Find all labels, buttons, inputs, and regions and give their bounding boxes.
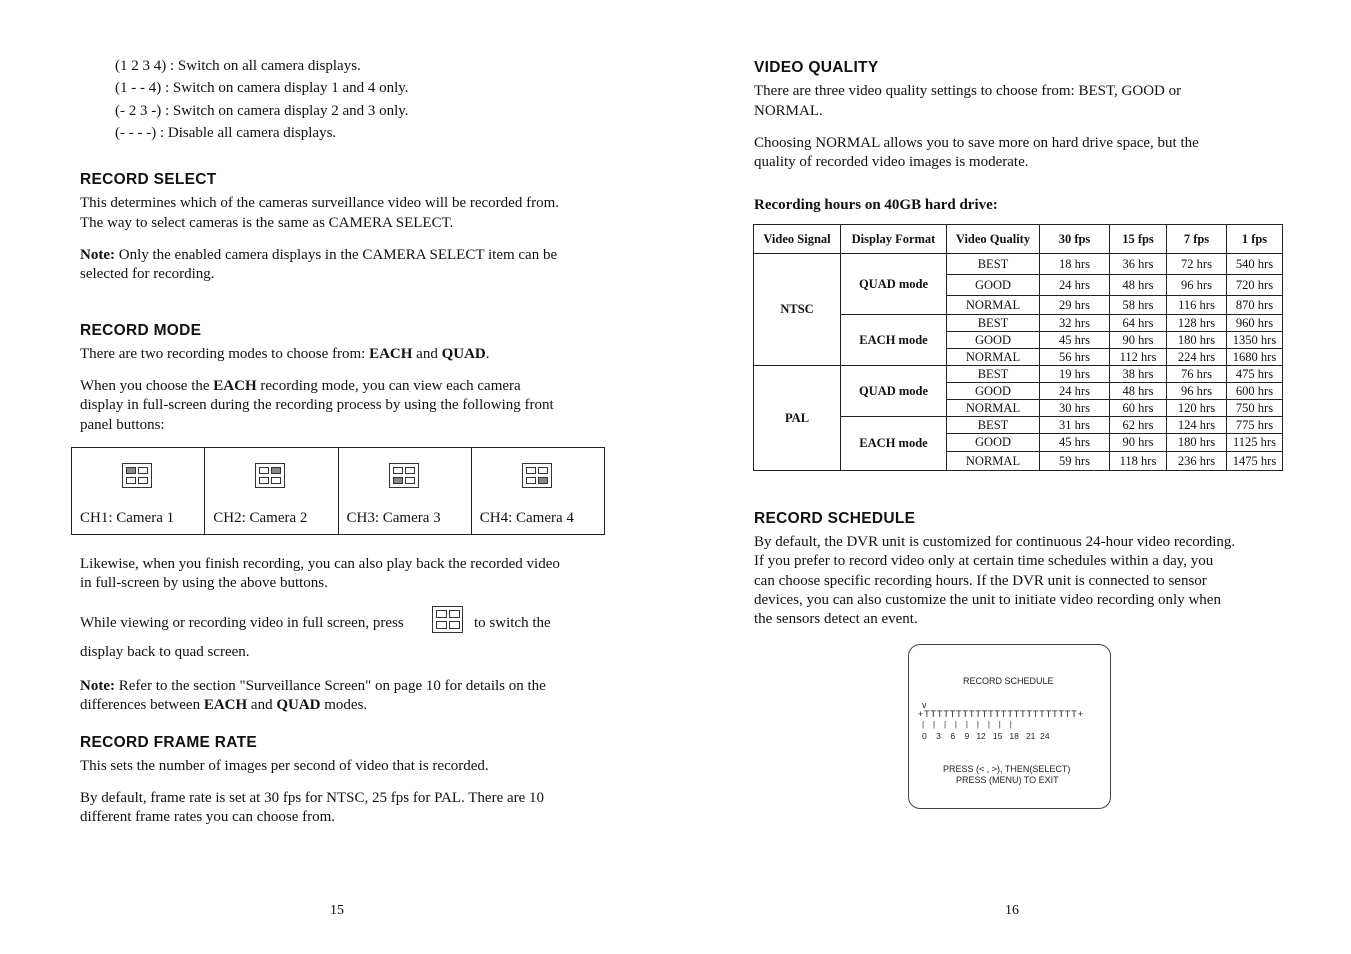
table-cell: 24 hrs (1040, 383, 1110, 400)
each-term: EACH (369, 346, 413, 362)
table-row (754, 254, 1283, 275)
signal-ntsc: NTSC (754, 254, 841, 366)
page-number-left: 15 (330, 903, 344, 918)
header-video-quality: Video Quality (947, 225, 1040, 254)
table-cell: 29 hrs (1040, 296, 1110, 315)
table-cell: 128 hrs (1167, 315, 1227, 332)
each-term: EACH (203, 697, 248, 713)
table-cell: 116 hrs (1167, 296, 1227, 315)
ch4-quad-icon (522, 463, 552, 488)
table-cell: 180 hrs (1167, 332, 1227, 349)
format-quad: QUAD mode (841, 254, 947, 315)
ch4-label: CH4: Camera 4 (479, 510, 574, 526)
header-30fps: 30 fps (1040, 225, 1110, 254)
record-mode-p2-line-2: display in full-screen during the recording process by using the following front (80, 397, 554, 413)
while-line-2: display back to quad screen. (80, 644, 250, 660)
and-text: and (247, 697, 277, 713)
header-15fps: 15 fps (1110, 225, 1167, 254)
table-cell: 720 hrs (1227, 275, 1283, 296)
table-cell: 120 hrs (1167, 400, 1227, 417)
record-mode-heading: RECORD MODE (80, 322, 202, 339)
recording-hours-table (753, 224, 1283, 471)
table-cell: GOOD (947, 434, 1040, 452)
header-7fps: 7 fps (1167, 225, 1227, 254)
format-each: EACH mode (841, 315, 947, 366)
record-mode-intro (80, 345, 490, 365)
table-cell: 59 hrs (1040, 452, 1110, 471)
table-cell: 24 hrs (1040, 275, 1110, 296)
format-quad: QUAD mode (841, 366, 947, 417)
table-cell: 48 hrs (1110, 275, 1167, 296)
video-quality-heading: VIDEO QUALITY (754, 59, 879, 76)
table-cell: 72 hrs (1167, 254, 1227, 275)
header-1fps: 1 fps (1227, 225, 1283, 254)
record-select-line-1: This determines which of the cameras surveillance video will be recorded from. (80, 195, 559, 211)
table-cell: NORMAL (947, 296, 1040, 315)
header-display-format: Display Format (841, 225, 947, 254)
osd-title: RECORD SCHEDULE (963, 676, 1054, 686)
osd-instruction-1: PRESS (< , >), THEN(SELECT) (943, 764, 1071, 774)
record-frame-rate-heading: RECORD FRAME RATE (80, 734, 258, 751)
camera-select-option-4: (- - - -) : Disable all camera displays. (115, 125, 337, 141)
header-video-signal: Video Signal (754, 225, 841, 254)
table-cell: 775 hrs (1227, 417, 1283, 434)
frame-rate-line-3: different frame rates you can choose from. (80, 809, 336, 825)
each-term: EACH (213, 378, 257, 394)
schedule-line-3: can choose specific recording hours. If the DVR unit is connected to sensor (754, 573, 1207, 589)
video-quality-line-1: There are three video quality settings to choose from: BEST, GOOD or (754, 83, 1182, 99)
table-cell: 48 hrs (1110, 383, 1167, 400)
table-cell: 750 hrs (1227, 400, 1283, 417)
likewise-line-1: Likewise, when you finish recording, you can also play back the recorded video (80, 556, 560, 572)
table-cell: 38 hrs (1110, 366, 1167, 383)
note-text: Refer to the section "Surveillance Screen" on page 10 for details on the (114, 678, 546, 694)
record-mode-p2-line-3: panel buttons: (80, 417, 165, 433)
table-cell: 56 hrs (1040, 349, 1110, 366)
table-cell: 600 hrs (1227, 383, 1283, 400)
ch2-button-cell (205, 448, 338, 535)
ch2-quad-icon (255, 463, 285, 488)
record-select-note-line-2: selected for recording. (80, 266, 215, 282)
table-cell: 18 hrs (1040, 254, 1110, 275)
osd-cursor: v (922, 700, 927, 710)
table-cell: 118 hrs (1110, 452, 1167, 471)
table-cell: GOOD (947, 275, 1040, 296)
note-label: Note: (80, 678, 115, 694)
record-select-heading: RECORD SELECT (80, 171, 217, 188)
table-cell: 45 hrs (1040, 434, 1110, 452)
and-text: and (412, 346, 442, 362)
schedule-line-4: devices, you can also customize the unit to initiate video recording only when (754, 592, 1221, 608)
intro-text: There are two recording modes to choose from: (80, 346, 370, 362)
table-cell: NORMAL (947, 452, 1040, 471)
table-cell: 96 hrs (1167, 275, 1227, 296)
table-cell: 30 hrs (1040, 400, 1110, 417)
table-cell: GOOD (947, 383, 1040, 400)
ch1-quad-icon (122, 463, 152, 488)
p2-text-a: When you choose the (80, 378, 214, 394)
table-cell: 36 hrs (1110, 254, 1167, 275)
ch1-button-cell (72, 448, 205, 535)
table-cell: 19 hrs (1040, 366, 1110, 383)
p2-text-c: recording mode, you can view each camera (256, 378, 521, 394)
record-mode-note-line-1 (80, 677, 546, 697)
table-cell: 870 hrs (1227, 296, 1283, 315)
ch3-button-cell (338, 448, 471, 535)
table-cell: 1680 hrs (1227, 349, 1283, 366)
table-cell: BEST (947, 315, 1040, 332)
video-quality-line-4: quality of recorded video images is moderate. (754, 154, 1029, 170)
ch3-label: CH3: Camera 3 (346, 510, 441, 526)
table-cell: 64 hrs (1110, 315, 1167, 332)
table-cell: NORMAL (947, 400, 1040, 417)
ch1-label: CH1: Camera 1 (80, 510, 175, 526)
note-label: Note: (80, 247, 115, 263)
table-cell: 1125 hrs (1227, 434, 1283, 452)
osd-tick-marks: | | | | | | | | | (922, 720, 1012, 729)
camera-buttons-table (71, 447, 605, 535)
page-number-right: 16 (1005, 903, 1019, 918)
table-cell: 76 hrs (1167, 366, 1227, 383)
ch2-label: CH2: Camera 2 (213, 510, 308, 526)
table-cell: BEST (947, 254, 1040, 275)
schedule-line-5: the sensors detect an event. (754, 611, 918, 627)
osd-instruction-2: PRESS (MENU) TO EXIT (956, 775, 1059, 785)
table-cell: 32 hrs (1040, 315, 1110, 332)
table-cell: 180 hrs (1167, 434, 1227, 452)
table-cell: 960 hrs (1227, 315, 1283, 332)
osd-timeline: +TTTTTTTTTTTTTTTTTTTTTTTT+ (918, 709, 1084, 719)
table-cell: 96 hrs (1167, 383, 1227, 400)
table-cell: 58 hrs (1110, 296, 1167, 315)
ch3-quad-icon (389, 463, 419, 488)
record-select-line-2: The way to select cameras is the same as CAMERA SELECT. (80, 215, 454, 231)
record-schedule-osd-screen (908, 644, 1111, 809)
signal-pal: PAL (754, 366, 841, 471)
table-cell: 124 hrs (1167, 417, 1227, 434)
table-row (754, 366, 1283, 383)
quad-term: QUAD (441, 346, 486, 362)
osd-hour-labels: 0 3 6 9 12 15 18 21 24 (922, 731, 1050, 741)
record-mode-note-line-2 (80, 696, 367, 716)
table-cell: BEST (947, 417, 1040, 434)
table-cell: 224 hrs (1167, 349, 1227, 366)
frame-rate-line-1: This sets the number of images per second of video that is recorded. (80, 758, 489, 774)
while-text-a: While viewing or recording video in full screen, press (80, 615, 404, 631)
record-mode-p2-line-1 (80, 377, 521, 397)
quad-button-icon (432, 606, 463, 633)
schedule-line-2: If you prefer to record video only at certain time schedules within a day, you (754, 553, 1214, 569)
table-cell: 90 hrs (1110, 434, 1167, 452)
video-quality-line-3: Choosing NORMAL allows you to save more on hard drive space, but the (754, 135, 1199, 151)
frame-rate-line-2: By default, frame rate is set at 30 fps for NTSC, 25 fps for PAL. There are 10 (80, 790, 545, 806)
table-cell: 31 hrs (1040, 417, 1110, 434)
video-quality-line-2: NORMAL. (754, 103, 823, 119)
camera-select-option-2: (1 - - 4) : Switch on camera display 1 and 4 only. (115, 80, 409, 96)
likewise-line-2: in full-screen by using the above buttons. (80, 575, 328, 591)
table-cell: 1475 hrs (1227, 452, 1283, 471)
record-select-note-line-1 (80, 246, 557, 266)
table-cell: 62 hrs (1110, 417, 1167, 434)
table-title: Recording hours on 40GB hard drive: (754, 197, 998, 213)
table-cell: BEST (947, 366, 1040, 383)
schedule-line-1: By default, the DVR unit is customized for continuous 24-hour video recording. (754, 534, 1236, 550)
table-cell: NORMAL (947, 349, 1040, 366)
while-text-b: to switch the (474, 615, 551, 631)
camera-select-option-3: (- 2 3 -) : Switch on camera display 2 and 3 only. (115, 103, 409, 119)
ch4-button-cell (471, 448, 604, 535)
format-each: EACH mode (841, 417, 947, 471)
table-cell: 236 hrs (1167, 452, 1227, 471)
note-text: Only the enabled camera displays in the CAMERA SELECT item can be (114, 247, 558, 263)
table-cell: 60 hrs (1110, 400, 1167, 417)
table-cell: GOOD (947, 332, 1040, 349)
table-cell: 540 hrs (1227, 254, 1283, 275)
table-cell: 45 hrs (1040, 332, 1110, 349)
table-cell: 1350 hrs (1227, 332, 1283, 349)
note-text-b: differences between (80, 697, 204, 713)
table-cell: 475 hrs (1227, 366, 1283, 383)
note-text-f: modes. (320, 697, 368, 713)
quad-term: QUAD (276, 697, 321, 713)
table-cell: 90 hrs (1110, 332, 1167, 349)
table-header-row (754, 225, 1283, 254)
table-cell: 112 hrs (1110, 349, 1167, 366)
record-schedule-heading: RECORD SCHEDULE (754, 510, 916, 527)
period: . (485, 346, 490, 362)
camera-select-option-1: (1 2 3 4) : Switch on all camera displays. (115, 58, 361, 74)
